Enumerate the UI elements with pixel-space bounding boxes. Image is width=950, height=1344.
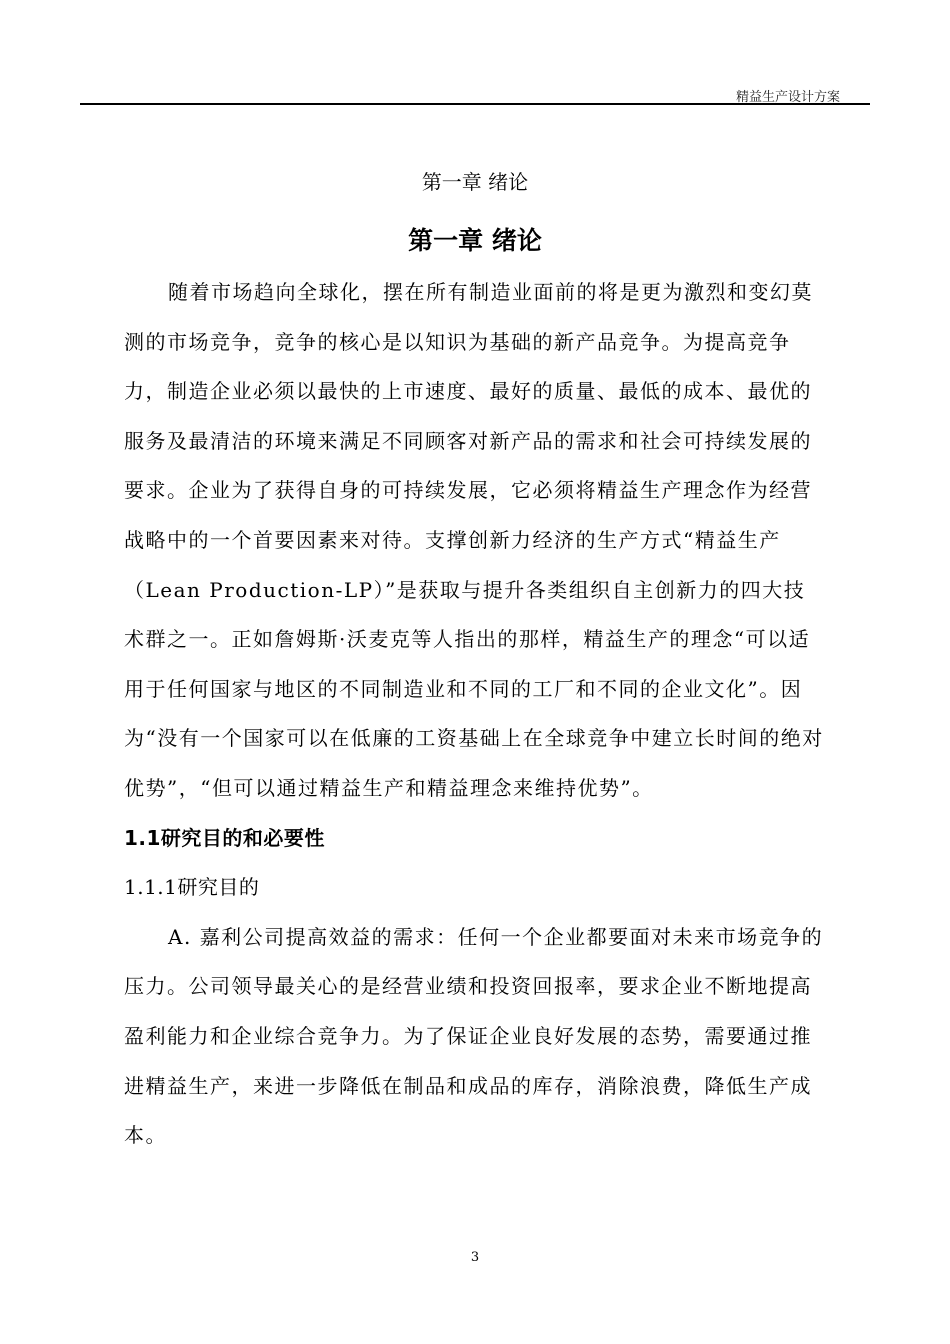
chapter-title: 第一章 绪论 (408, 226, 542, 255)
subsection-heading: 1.1.1研究目的 (124, 875, 260, 900)
header-divider (80, 103, 870, 105)
document-body (124, 268, 826, 1161)
section-heading: 1.1研究目的和必要性 (124, 825, 325, 850)
paragraph-a: A. 嘉利公司提高效益的需求：任何一个企业都要面对未来市场竞争的压力。公司领导最关心的是经营业绩和投资回报率，要求企业不断地提高盈利能力和企业综合竞争力。为了保证企业良好发展的态势，需要通过推进精益生产，来进一步降低在制品和成品的库存，消除浪费，降低生产成本。 (124, 924, 824, 1148)
running-header-title: 精益生产设计方案 (735, 90, 840, 105)
page-number: 3 (470, 1250, 480, 1265)
intro-paragraph: 随着市场趋向全球化，摆在所有制造业面前的将是更为激烈和变幻莫测的市场竞争，竞争的核心是以知识为基础的新产品竞争。为提高竞争力，制造企业必须以最快的上市速度、最好的质量、最低的成本、最优的服务及最清洁的环境来满足不同顾客对新产品的需求和社会可持续发展的要求。企业为了获得自身的可持续发展，它必须将精益生产理念作为经营战略中的一个首要因素来对待。支撑创新力经济的生产方式“精益生产（Lean Production-LP）”是获取与提升各类组织自主创新力的四大技术群之一。正如詹姆斯·沃麦克等人指出的那样，精益生产的理念“可以适用于任何国家与地区的不同制造业和不同的工厂和不同的企业文化”。因为“没有一个国家可以在低廉的工资基础上在全球竞争中建立长时间的绝对优势”，“但可以通过精益生产和精益理念来维持优势”。 (124, 280, 824, 800)
chapter-label-small: 第一章 绪论 (421, 170, 529, 194)
